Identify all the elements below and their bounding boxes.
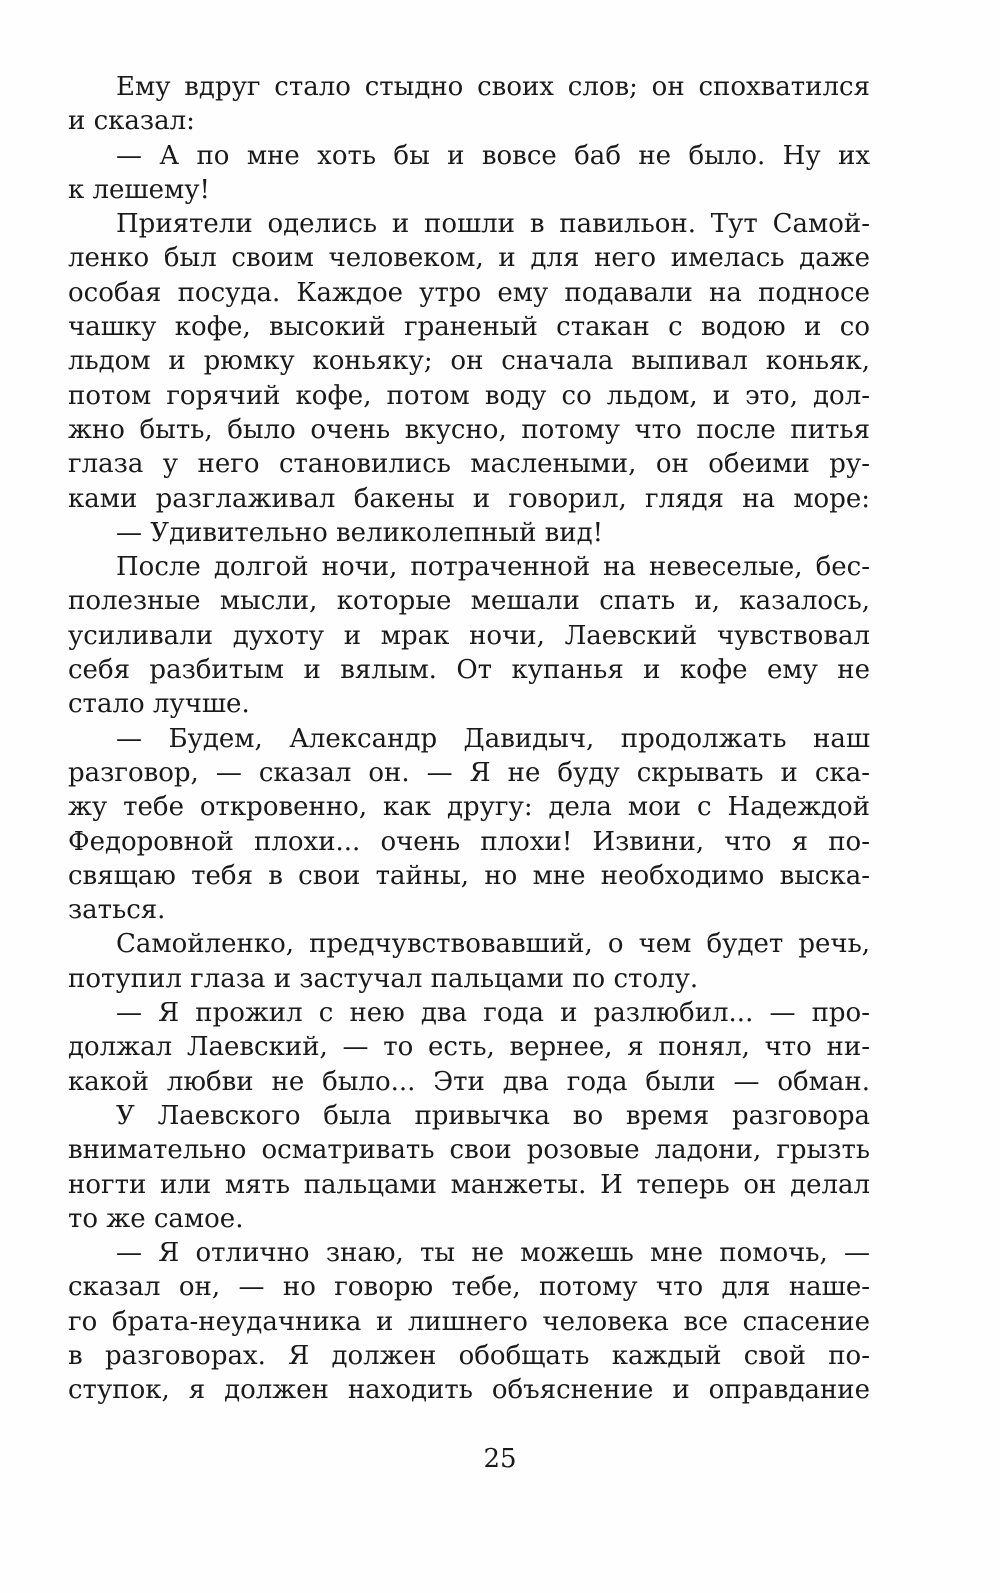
body-text <box>68 70 870 1408</box>
text-line: потупил глаза и застучал пальцами по столу. <box>68 963 699 994</box>
text-line: потом горячий кофе, потом воду со льдом, и это, дол- <box>68 380 870 411</box>
text-line: жно быть, было очень вкусно, потому что после питья <box>68 414 870 445</box>
text-line: к лешему! <box>68 174 210 205</box>
text-line: чашку кофе, высокий граненый стакан с водою и со <box>68 312 870 343</box>
text-line: должал Лаевский, — то есть, вернее, я понял, что ни- <box>68 1032 870 1063</box>
text-line: У Лаевского была привычка во время разговора <box>116 1100 870 1131</box>
text-line: сказал он, — но говорю тебе, потому что для наше- <box>68 1272 870 1303</box>
text-line: стало лучше. <box>68 689 250 720</box>
text-line: себя разбитым и вялым. От купанья и кофе ему не <box>68 655 870 686</box>
text-line: — Я прожил с нею два года и разлюбил... — про- <box>116 998 870 1029</box>
text-line: свящаю тебя в свои тайны, но мне необходимо выска- <box>68 860 870 891</box>
text-line: и сказал: <box>68 106 195 137</box>
text-line: Самойленко, предчувствовавший, о чем будет речь, <box>116 929 870 960</box>
text-line: После долгой ночи, потраченной на невеселые, бес- <box>116 552 870 583</box>
text-line: глаза у него становились маслеными, он обеими ру- <box>68 449 870 480</box>
text-line: Ему вдруг стало стыдно своих слов; он спохватился <box>116 72 870 102</box>
text-line: — А по мне хоть бы и вовсе баб не было. Ну их <box>116 140 870 171</box>
text-line: ступок, я должен находить объяснение и оправдание <box>68 1375 870 1406</box>
text-line: заться. <box>68 895 166 926</box>
text-line: — Я отлично знаю, ты не можешь мне помочь, — <box>116 1238 870 1269</box>
text-line: льдом и рюмку коньяку; он сначала выпивал коньяк, <box>68 346 870 377</box>
page-number: 25 <box>483 1444 517 1474</box>
text-line: ками разглаживал бакены и говорил, глядя на море: <box>68 483 870 514</box>
text-line: — Будем, Александр Давидыч, продолжать наш <box>116 723 870 754</box>
text-line: то же самое. <box>68 1203 244 1234</box>
text-line: ногти или мять пальцами манжеты. И теперь он делал <box>68 1169 870 1200</box>
text-line: Федоровной плохи... очень плохи! Извини, что я по- <box>68 826 870 857</box>
text-line: усиливали духоту и мрак ночи, Лаевский чувствовал <box>68 620 870 651</box>
text-line: Приятели оделись и пошли в павильон. Тут Самой- <box>116 209 870 240</box>
text-line: ленко был своим человеком, и для него имелась даже <box>68 243 870 274</box>
text-line: в разговорах. Я должен обобщать каждый свой по- <box>68 1340 870 1371</box>
text-line: полезные мысли, которые мешали спать и, казалось, <box>68 586 870 617</box>
text-line: жу тебе откровенно, как другу: дела мои с Надеждой <box>68 792 870 823</box>
text-line: какой любви не было... Эти два года были — обман. <box>68 1066 870 1097</box>
text-line: особая посуда. Каждое утро ему подавали на подносе <box>68 277 870 308</box>
text-line: — Удивительно великолепный вид! <box>116 517 604 548</box>
text-line: внимательно осматривать свои розовые ладони, грызть <box>68 1135 870 1166</box>
text-line: го брата-неудачника и лишнего человека все спасение <box>68 1306 870 1337</box>
text-line: разговор, — сказал он. — Я не буду скрывать и ска- <box>68 757 870 788</box>
